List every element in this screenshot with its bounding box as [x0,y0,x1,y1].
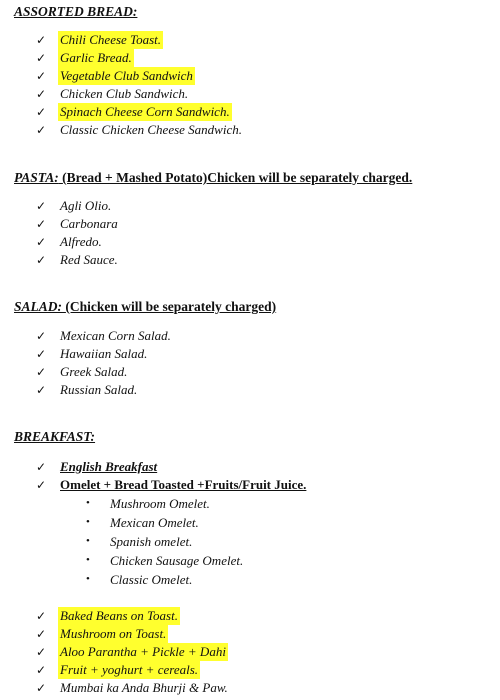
list-item: ✓ Mexican Corn Salad. [36,328,171,343]
list-item: ✓ Hawaiian Salad. [36,346,148,361]
list-item: ✓ Red Sauce. [36,252,118,267]
list-item: ✓ Russian Salad. [36,382,138,397]
check-icon: ✓ [36,123,47,137]
list-item: ✓ Fruit + yoghurt + cereals. [36,662,199,677]
list-item: ✓ Mushroom on Toast. [36,626,167,641]
section-title-breakfast: BREAKFAST: [14,429,96,444]
list-item: ✓ Alfredo. [36,234,102,249]
list-item: • Mexican Omelet. [86,515,199,530]
check-icon: ✓ [36,51,47,65]
breakfast-extras-list [36,607,230,697]
section-note-pasta: (Bread + Mashed Potato)Chicken will be separately charged. [62,170,413,185]
check-icon: ✓ [36,365,47,379]
list-item: ✓ Vegetable Club Sandwich [36,68,193,83]
section-title-pasta: PASTA: (Bread + Mashed Potato)Chicken will be separately charged. [14,170,413,185]
check-icon: ✓ [36,33,47,47]
check-icon: ✓ [36,253,47,267]
check-icon: ✓ [36,627,47,641]
list-item: ✓ English Breakfast [36,459,158,474]
check-icon: ✓ [36,663,47,677]
bullet-icon: • [86,573,90,585]
bullet-icon: • [86,516,90,528]
check-icon: ✓ [36,478,47,492]
check-icon: ✓ [36,347,47,361]
check-icon: ✓ [36,460,47,474]
list-item: • Chicken Sausage Omelet. [86,553,244,568]
pasta-list [36,197,120,269]
check-icon: ✓ [36,199,47,213]
section-title-assorted-bread: ASSORTED BREAD: [14,4,138,19]
list-item: ✓ Agli Olio. [36,198,112,213]
list-item: ✓ Carbonara [36,216,118,231]
check-icon: ✓ [36,105,47,119]
list-item: • Classic Omelet. [86,572,193,587]
check-icon: ✓ [36,217,47,231]
omelet-list [86,494,245,589]
list-item: ✓ Greek Salad. [36,364,128,379]
check-icon: ✓ [36,383,47,397]
check-icon: ✓ [36,329,47,343]
check-icon: ✓ [36,645,47,659]
salad-list [36,327,173,399]
bullet-icon: • [86,554,90,566]
check-icon: ✓ [36,609,47,623]
list-item: ✓ Spinach Cheese Corn Sandwich. [36,104,230,119]
list-item: • Mushroom Omelet. [86,496,210,511]
check-icon: ✓ [36,69,47,83]
list-item: ✓ Omelet + Bread Toasted +Fruits/Fruit Juice. [36,477,307,492]
check-icon: ✓ [36,681,47,695]
list-item: ✓ Baked Beans on Toast. [36,608,178,623]
list-item: ✓ Aloo Parantha + Pickle + Dahi [36,644,226,659]
bread-list [36,31,244,139]
list-item: ✓ Garlic Bread. [36,50,132,65]
check-icon: ✓ [36,87,47,101]
bullet-icon: • [86,497,90,509]
check-icon: ✓ [36,235,47,249]
bullet-icon: • [86,535,90,547]
breakfast-list [36,458,308,494]
list-item: ✓ Classic Chicken Cheese Sandwich. [36,122,242,137]
section-title-salad: SALAD: (Chicken will be separately charged) [14,299,277,314]
list-item: ✓ Chicken Club Sandwich. [36,86,189,101]
list-item: ✓ Chili Cheese Toast. [36,32,162,47]
list-item: ✓ Mumbai ka Anda Bhurji & Paw. [36,680,228,695]
section-note-salad: (Chicken will be separately charged) [65,299,277,314]
list-item: • Spanish omelet. [86,534,193,549]
